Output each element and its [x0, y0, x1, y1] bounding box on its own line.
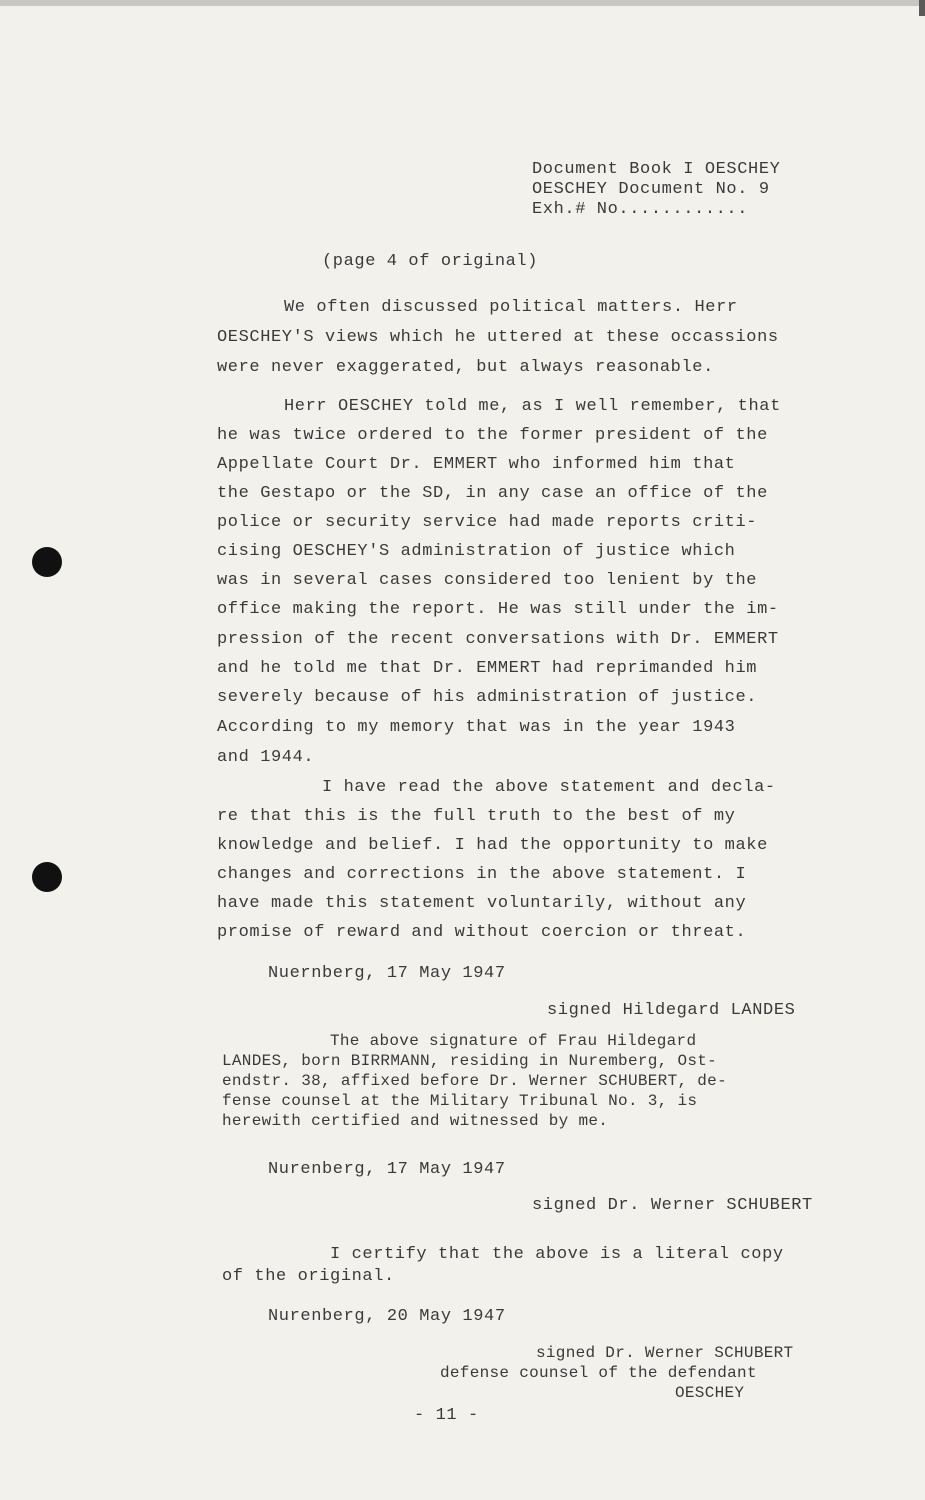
para3-line: knowledge and belief. I had the opportunity to make	[217, 836, 768, 855]
header-document-book: Document Book I OESCHEY	[532, 160, 781, 179]
copy-certification-line: of the original.	[222, 1267, 395, 1286]
place-date: Nuernberg, 17 May 1947	[268, 964, 506, 983]
certification-line: LANDES, born BIRRMANN, residing in Nuremberg, Ost-	[222, 1052, 718, 1070]
para2-line: police or security service had made reports criti-	[217, 513, 758, 532]
page-top-edge	[0, 0, 925, 6]
certification-line: herewith certified and witnessed by me.	[222, 1112, 609, 1130]
signature-defendant: OESCHEY	[675, 1384, 745, 1402]
signature-schubert-final: signed Dr. Werner SCHUBERT	[536, 1344, 794, 1362]
punch-hole	[32, 547, 62, 577]
page-number: - 11 -	[414, 1406, 479, 1425]
para3-line: I have read the above statement and decla-	[322, 778, 776, 797]
para3-line: changes and corrections in the above statement. I	[217, 865, 747, 884]
para2-line: was in several cases considered too lenient by the	[217, 571, 758, 590]
place-date: Nurenberg, 20 May 1947	[268, 1307, 506, 1326]
para3-line: re that this is the full truth to the best of my	[217, 807, 736, 826]
para2-line: he was twice ordered to the former president of the	[217, 426, 768, 445]
para2-line: pression of the recent conversations with Dr. EMMERT	[217, 630, 779, 649]
page-corner-mark	[919, 0, 925, 16]
signature-title: defense counsel of the defendant	[440, 1364, 757, 1382]
para2-line: and 1944.	[217, 748, 315, 767]
para2-line: cising OESCHEY'S administration of justice which	[217, 542, 736, 561]
para2-line: Appellate Court Dr. EMMERT who informed him that	[217, 455, 736, 474]
para2-line: severely because of his administration of justice.	[217, 688, 758, 707]
page-reference: (page 4 of original)	[322, 252, 539, 271]
certification-line: fense counsel at the Military Tribunal No. 3, is	[222, 1092, 698, 1110]
para2-line: the Gestapo or the SD, in any case an office of the	[217, 484, 768, 503]
copy-certification-line: I certify that the above is a literal copy	[330, 1245, 784, 1264]
para3-line: have made this statement voluntarily, without any	[217, 894, 747, 913]
para3-line: promise of reward and without coercion or threat.	[217, 923, 747, 942]
para2-line: and he told me that Dr. EMMERT had reprimanded him	[217, 659, 758, 678]
punch-hole	[32, 862, 62, 892]
para1-line: OESCHEY'S views which he uttered at these occassions	[217, 328, 779, 347]
certification-line: The above signature of Frau Hildegard	[330, 1032, 697, 1050]
para1-line: We often discussed political matters. Herr	[284, 298, 738, 317]
para2-line: According to my memory that was in the year 1943	[217, 718, 736, 737]
signature-landes: signed Hildegard LANDES	[547, 1001, 796, 1020]
signature-schubert: signed Dr. Werner SCHUBERT	[532, 1196, 813, 1215]
para1-line: were never exaggerated, but always reasonable.	[217, 358, 714, 377]
place-date: Nurenberg, 17 May 1947	[268, 1160, 506, 1179]
certification-line: endstr. 38, affixed before Dr. Werner SCHUBERT, de-	[222, 1072, 727, 1090]
header-exhibit-number: Exh.# No............	[532, 200, 749, 219]
para2-line: Herr OESCHEY told me, as I well remember, that	[284, 397, 781, 416]
para2-line: office making the report. He was still under the im-	[217, 600, 779, 619]
header-document-number: OESCHEY Document No. 9	[532, 180, 770, 199]
